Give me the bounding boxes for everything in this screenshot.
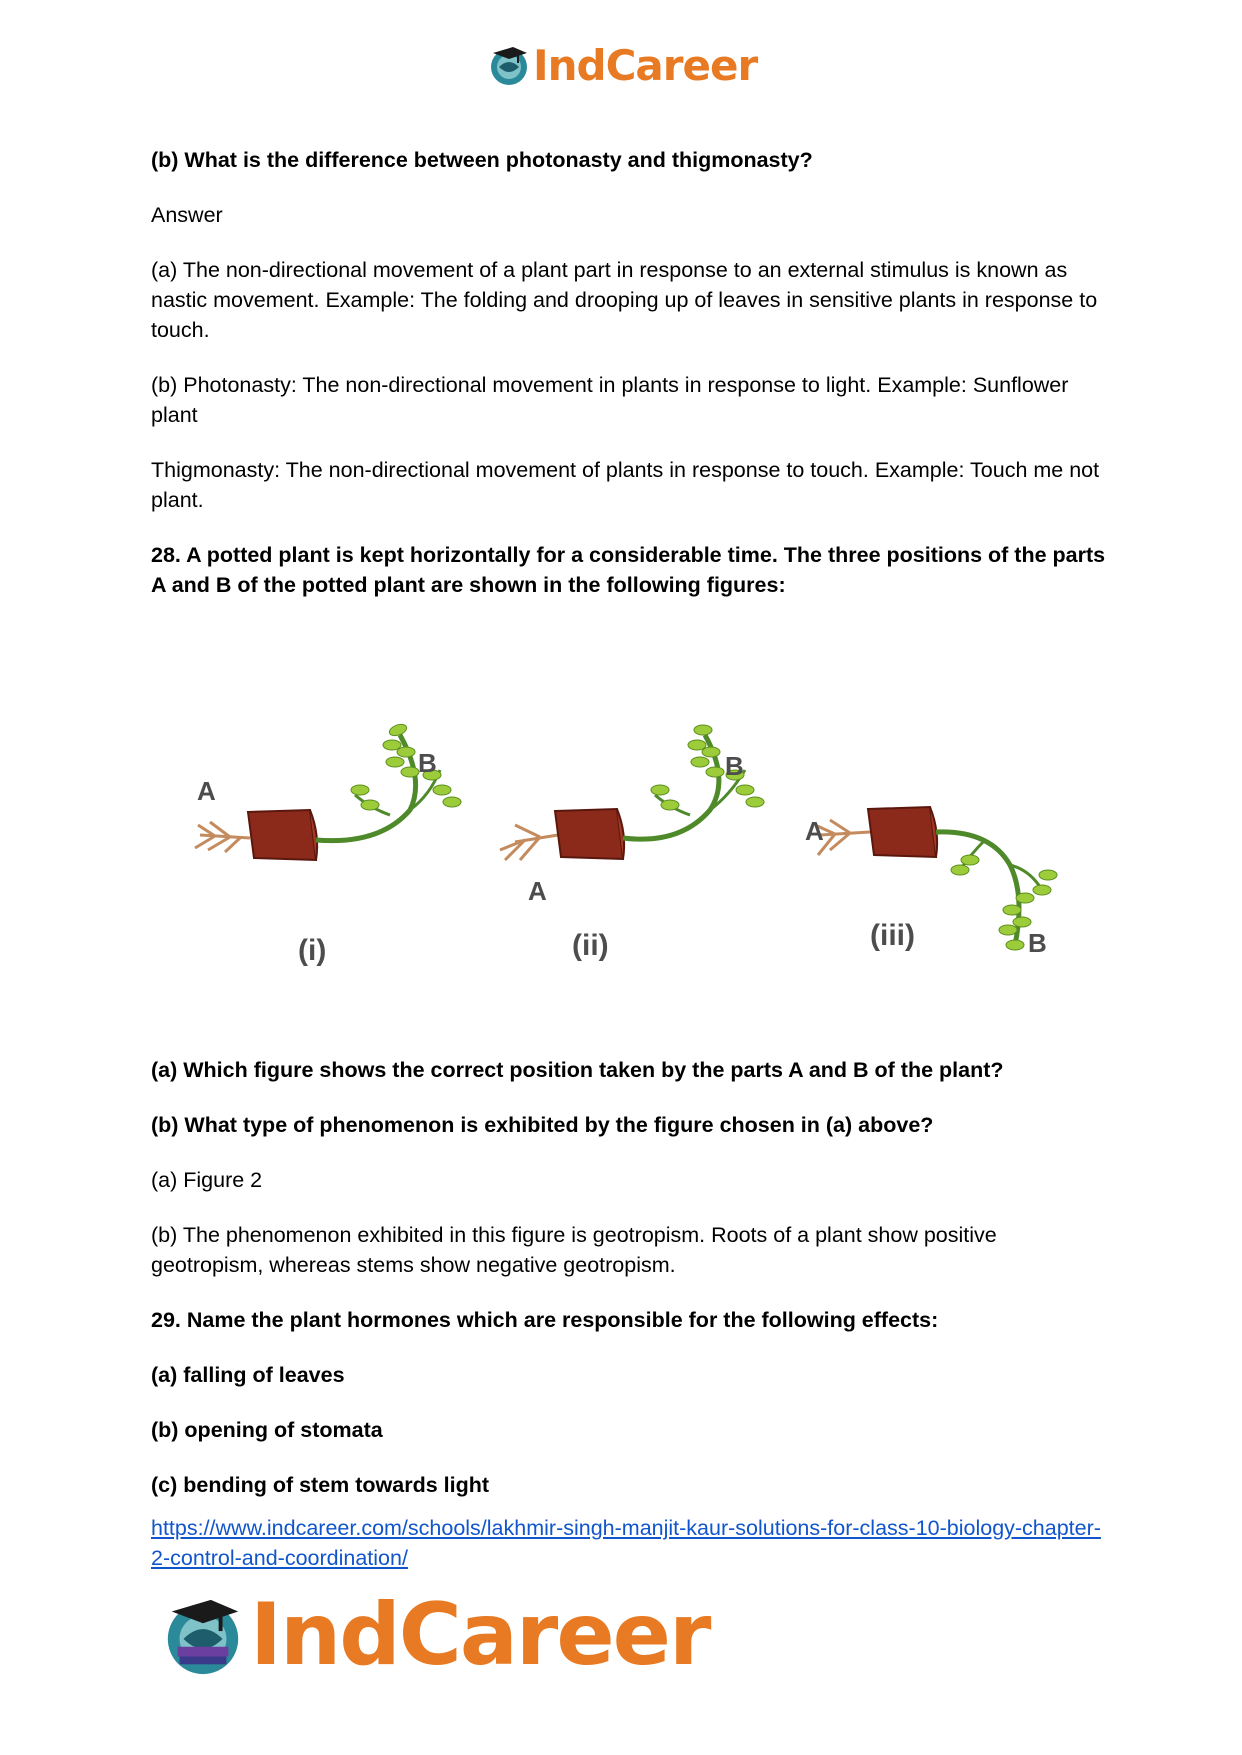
footer-logo	[160, 1585, 709, 1685]
document-body-lower	[151, 1055, 1111, 1500]
label-A-ii: A	[528, 876, 547, 906]
header-logo	[487, 40, 757, 90]
roots-ii	[500, 825, 558, 860]
question-29c: (c) bending of stem towards light	[151, 1473, 490, 1497]
label-B-iii: B	[1028, 928, 1047, 958]
answer-label: Answer	[151, 203, 223, 227]
question-29b: (b) opening of stomata	[151, 1418, 383, 1442]
question-29a: (a) falling of leaves	[151, 1363, 345, 1387]
figure-label-iii: (iii)	[870, 919, 915, 952]
graduation-globe-icon	[160, 1592, 246, 1678]
pot-i	[248, 810, 316, 860]
question-photonasty: (b) What is the difference between photonasty and thigmonasty?	[151, 148, 813, 172]
plant-diagram	[170, 690, 1090, 1000]
question-28a: (a) Which figure shows the correct position taken by the parts A and B of the plant?	[151, 1058, 1004, 1082]
graduation-globe-icon	[487, 43, 531, 87]
answer-thigmonasty: Thigmonasty: The non-directional movement of plants in response to touch. Example: Touch me not plant.	[151, 458, 1100, 512]
question-29: 29. Name the plant hormones which are responsible for the following effects:	[151, 1308, 939, 1332]
logo-text: IndCareer	[250, 1585, 710, 1685]
label-A-i: A	[197, 776, 216, 806]
document-body	[151, 145, 1111, 600]
answer-a-nastic: (a) The non-directional movement of a plant part in response to an external stimulus is known as nastic movement. Example: The folding and drooping up of leaves in sensitive plants in response to touch.	[151, 258, 1098, 342]
label-A-iii: A	[805, 816, 824, 846]
roots-i	[195, 822, 250, 852]
question-28b: (b) What type of phenomenon is exhibited by the figure chosen in (a) above?	[151, 1113, 934, 1137]
logo-text: IndCareer	[533, 40, 758, 90]
label-B-i: B	[418, 748, 437, 778]
label-B-ii: B	[725, 751, 744, 781]
source-link[interactable]: https://www.indcareer.com/schools/lakhmir-singh-manjit-kaur-solutions-for-class-10-biology-chapter-2-control-and-coordination/	[151, 1516, 1101, 1570]
figure-label-i: (i)	[298, 934, 327, 967]
answer-28a: (a) Figure 2	[151, 1168, 263, 1192]
figure-i	[195, 722, 461, 967]
potted-plant-figure	[170, 690, 1090, 1000]
question-28: 28. A potted plant is kept horizontally for a considerable time. The three positions of the parts A and B of the potted plant are shown in the following figures:	[151, 543, 1106, 597]
figure-label-ii: (ii)	[572, 929, 609, 962]
figure-iii	[805, 807, 1057, 958]
figure-ii	[500, 725, 764, 962]
pot-ii	[555, 809, 623, 859]
pot-iii	[868, 807, 936, 857]
answer-b-photonasty: (b) Photonasty: The non-directional movement in plants in response to light. Example: Sunflower plant	[151, 373, 1069, 427]
answer-28b: (b) The phenomenon exhibited in this figure is geotropism. Roots of a plant show positive geotropism, whereas stems show negative geotropism.	[151, 1223, 997, 1277]
